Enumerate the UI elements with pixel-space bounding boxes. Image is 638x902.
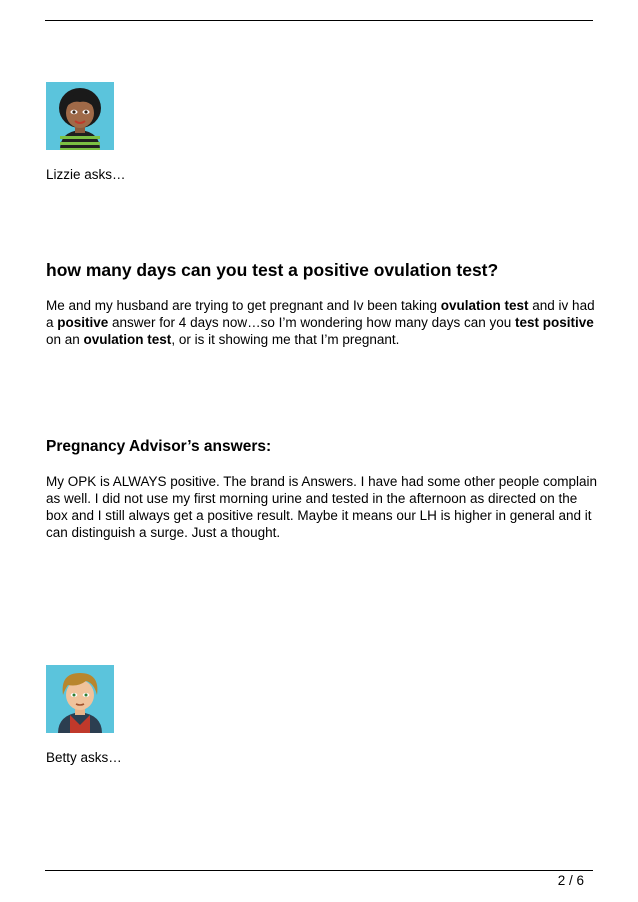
question-text (46, 297, 598, 348)
keyword-bold: test positive (514, 315, 594, 330)
question-text-segment: and iv had a (46, 298, 595, 330)
avatar-woman-icon (46, 82, 114, 150)
question-text-segment: Me and my husband are trying to get pregnant and Iv been taking (46, 298, 441, 313)
betty-avatar (46, 665, 114, 733)
footer-rule (45, 870, 593, 871)
asker-label: Lizzie asks… (46, 167, 126, 182)
answers-heading: Pregnancy Advisor’s answers: (46, 438, 272, 455)
question-text-segment: answer for 4 days now…so I’m wondering how many days can you (108, 315, 515, 330)
keyword-bold: ovulation test (83, 332, 172, 347)
question-text-segment: , or is it showing me that I’m pregnant. (171, 332, 400, 347)
question-title: how many days can you test a positive ovulation test? (46, 260, 499, 280)
page-number: 2 / 6 (557, 873, 584, 888)
lizzie-avatar (46, 82, 114, 150)
header-rule (45, 20, 593, 21)
avatar-person-icon (46, 665, 114, 733)
asker-label: Betty asks… (46, 750, 122, 765)
question-text-segment: on an (46, 332, 84, 347)
keyword-bold: ovulation test (440, 298, 529, 313)
answer-text: My OPK is ALWAYS positive. The brand is Answers. I have had some other people complain as well. I did not use my first morning urine and tested in the afternoon as directed on the box and I still always get a positive result. Maybe it means our LH is higher in general and it can distinguish a surge. Just a thought. (46, 474, 598, 540)
keyword-bold: positive (57, 315, 109, 330)
